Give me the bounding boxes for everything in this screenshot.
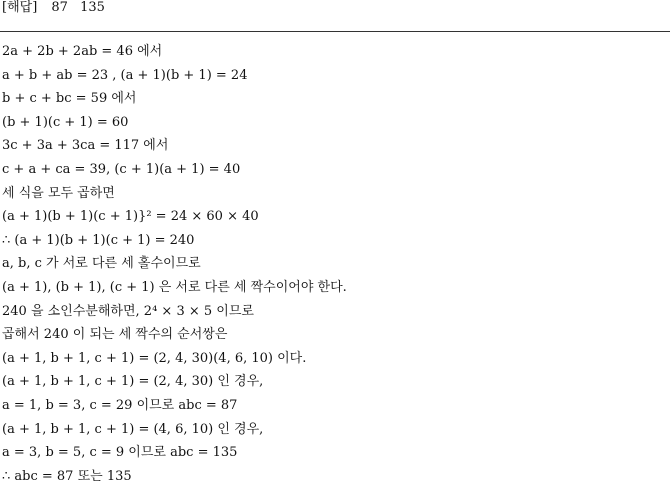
solution-line: a + b + ab = 23 , (a + 1)(b + 1) = 24 bbox=[2, 67, 248, 83]
answer-value-1: 87 bbox=[51, 0, 68, 15]
solution-line: a = 1, b = 3, c = 29 이므로 abc = 87 bbox=[2, 397, 238, 413]
answer-value-2: 135 bbox=[80, 0, 105, 15]
solution-line: 3c + 3a + 3ca = 117 에서 bbox=[2, 138, 169, 154]
header-divider bbox=[0, 31, 670, 32]
solution-line: a = 3, b = 5, c = 9 이므로 abc = 135 bbox=[2, 445, 238, 461]
solution-line: (a + 1, b + 1, c + 1) = (2, 4, 30)(4, 6, 10) 이다. bbox=[2, 350, 307, 366]
solution-line: 240 을 소인수분해하면, 2⁴ × 3 × 5 이므로 bbox=[2, 303, 254, 319]
answer-label: [해답] bbox=[2, 0, 38, 15]
solution-line: ∴ (a + 1)(b + 1)(c + 1) = 240 bbox=[2, 232, 195, 248]
solution-line: c + a + ca = 39, (c + 1)(a + 1) = 40 bbox=[2, 161, 241, 177]
solution-line: (a + 1, b + 1, c + 1) = (4, 6, 10) 인 경우, bbox=[2, 421, 264, 437]
solution-line: 곱해서 240 이 되는 세 짝수의 순서쌍은 bbox=[2, 327, 228, 343]
solution-line: (b + 1)(c + 1) = 60 bbox=[2, 114, 129, 130]
solution-body bbox=[2, 42, 670, 490]
solution-line: b + c + bc = 59 에서 bbox=[2, 91, 137, 107]
answer-header bbox=[2, 0, 113, 20]
solution-line: 세 식을 모두 곱하면 bbox=[2, 185, 115, 201]
solution-line: ∴ abc = 87 또는 135 bbox=[2, 468, 132, 484]
solution-line: (a + 1)(b + 1)(c + 1)}² = 24 × 60 × 40 bbox=[2, 209, 259, 225]
solution-line: (a + 1), (b + 1), (c + 1) 은 서로 다른 세 짝수이어야 한다. bbox=[2, 279, 347, 295]
solution-line: 2a + 2b + 2ab = 46 에서 bbox=[2, 44, 163, 59]
solution-line: (a + 1, b + 1, c + 1) = (2, 4, 30) 인 경우, bbox=[2, 374, 264, 390]
solution-line: a, b, c 가 서로 다른 세 홀수이므로 bbox=[2, 256, 201, 272]
